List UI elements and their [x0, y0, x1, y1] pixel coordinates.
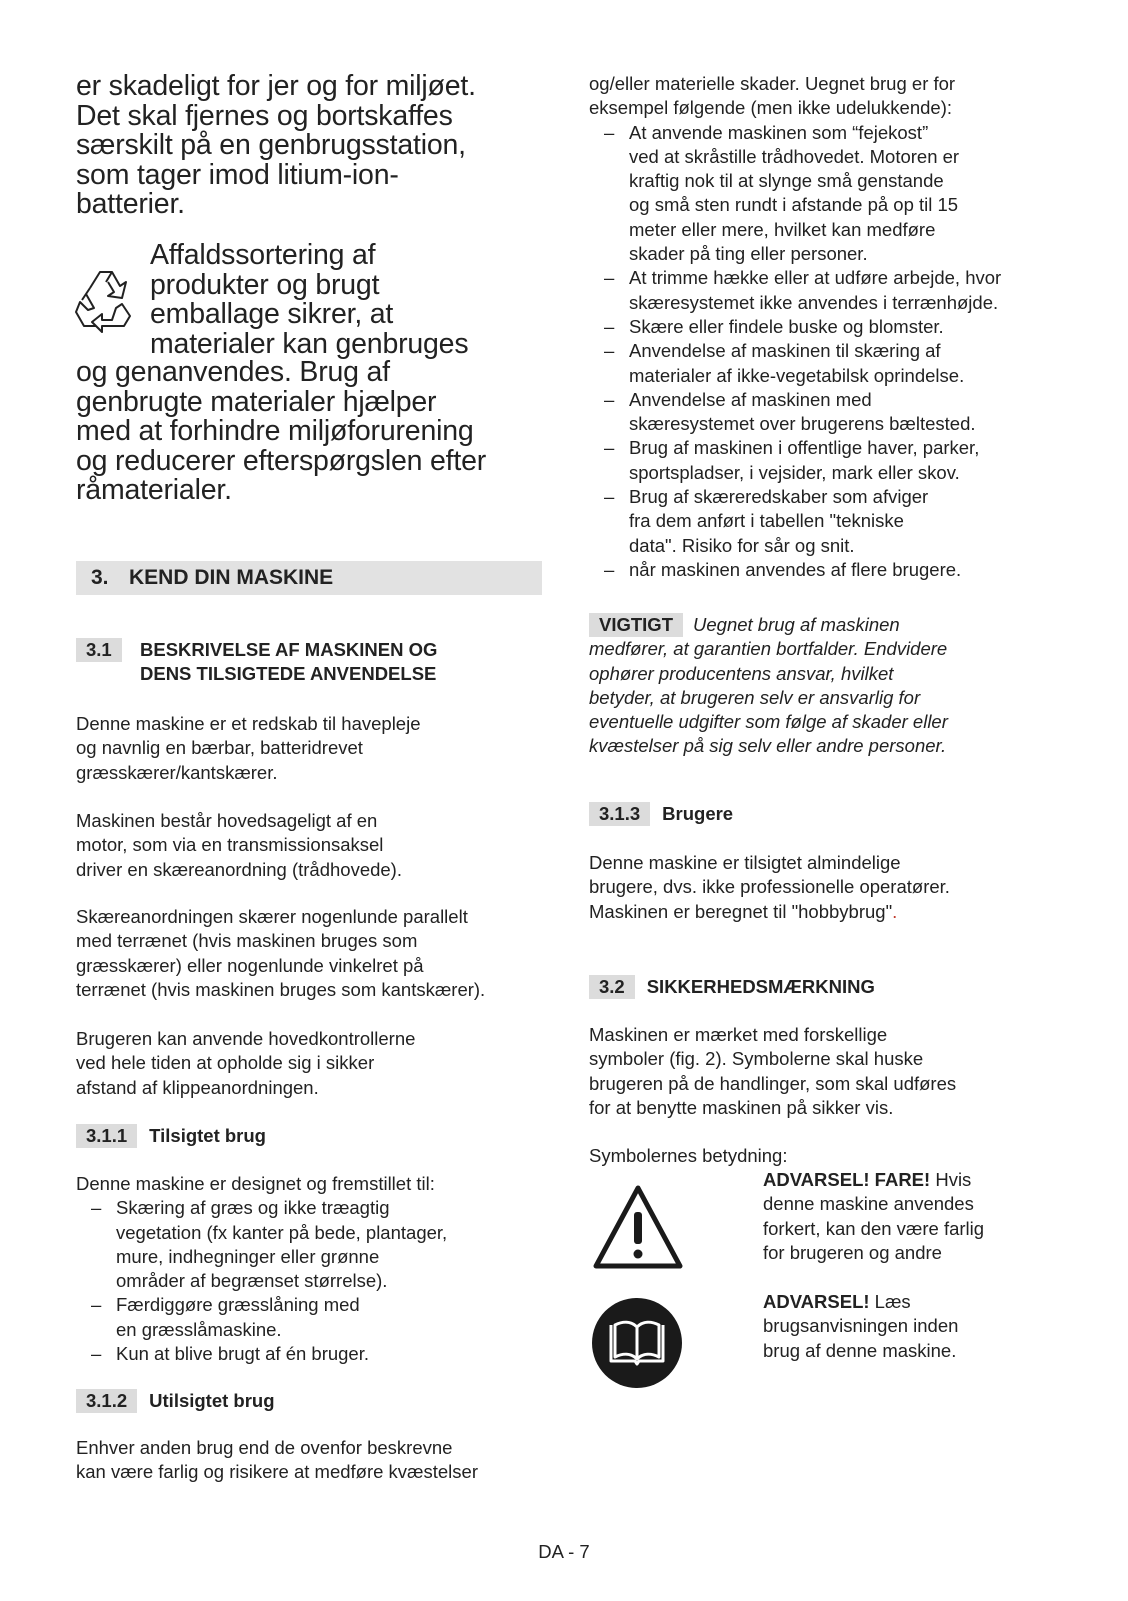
text-line: – Brug af maskinen i offentlige haver, parker,	[629, 437, 980, 459]
section-number: 3.1.2	[76, 1389, 137, 1413]
text-line: eventuelle udgifter som følge af skader eller	[589, 711, 948, 733]
intended-use-list	[76, 1196, 546, 1366]
text-line: – At trimme hække eller at udføre arbejde, hvor	[629, 267, 1002, 289]
text-line: motor, som via en transmissionsaksel	[76, 834, 384, 856]
text-line: en græsslåmaskine.	[116, 1318, 282, 1340]
text-fragment: Hvis	[930, 1169, 972, 1190]
paragraph	[76, 905, 546, 1002]
text-line: råmaterialer.	[76, 474, 232, 506]
section-heading-3-1-1	[76, 1124, 266, 1148]
text-line: – Skæring af græs og ikke træagtig	[116, 1197, 390, 1219]
section-title: Brugere	[662, 803, 734, 824]
text-line: skæresystemet over brugerens bæltested.	[629, 413, 976, 435]
symbols-heading	[589, 1144, 1059, 1168]
text-line: kvæstelser på sig selv eller andre personer.	[589, 735, 947, 757]
text-line: batterier.	[76, 188, 185, 220]
vigtigt-note	[589, 613, 1059, 759]
section-title: Utilsigtet brug	[149, 1390, 275, 1411]
section-heading-3-1-2	[76, 1389, 275, 1413]
text-line: kraftig nok til at slynge små genstande	[629, 170, 944, 192]
text-line: terrænet (hvis maskinen bruges som kantskærer).	[76, 978, 486, 1000]
text-line: materialer kan genbruges	[150, 327, 469, 360]
text-line: Denne maskine er tilsigtet almindelige	[589, 852, 901, 873]
section-number: 3.1.3	[589, 802, 650, 826]
text-line: Brugeren kan anvende hovedkontrollerne	[76, 1028, 416, 1049]
text-line: meter eller mere, hvilket kan medføre	[629, 218, 936, 240]
text-line	[763, 1290, 1059, 1314]
text-line: og/eller materielle skader. Uegnet brug er for	[589, 73, 956, 94]
text-line: Enhver anden brug end de ovenfor beskrevne	[76, 1437, 453, 1458]
paragraph	[76, 1027, 546, 1100]
text-line: – Kun at blive brugt af én bruger.	[116, 1343, 370, 1365]
text-line: skader på ting eller personer.	[629, 243, 868, 265]
section-title-line: BESKRIVELSE AF MASKINEN OG	[140, 639, 438, 660]
text-fragment: Uegnet brug af maskinen	[693, 614, 900, 635]
text-line: data". Risiko for sår og snit.	[629, 534, 855, 556]
symbol-description	[763, 1290, 1059, 1363]
text-line: medfører, at garantien bortfalder. Endvidere	[589, 638, 948, 660]
text-line: – Anvendelse af maskinen med	[629, 388, 872, 410]
list-item	[589, 558, 1059, 582]
text-fragment: Læs	[869, 1291, 911, 1312]
text-line: er skadeligt for jer og for miljøet.	[76, 70, 476, 102]
text-line: forkert, kan den være farlig	[763, 1217, 985, 1239]
text-line: emballage sikrer, at	[150, 298, 394, 330]
section-number: 3.	[91, 566, 109, 589]
warning-label: ADVARSEL! FARE!	[763, 1169, 931, 1190]
text-line: Det skal fjernes og bortskaffes	[76, 99, 453, 132]
text-line: – At anvende maskinen som “fejekost”	[629, 121, 929, 143]
text-line: ophører producentens ansvar, hvilket	[589, 662, 894, 684]
intended-use-block	[76, 1172, 546, 1366]
text-line: brugeren på de handlinger, som skal udføres	[589, 1072, 957, 1094]
text-line: afstand af klippeanordningen.	[76, 1076, 319, 1098]
text-line: fra dem anført i tabellen "tekniske	[629, 510, 904, 532]
text-fragment: .	[892, 900, 898, 922]
section-heading-3-1	[76, 638, 546, 686]
text-line: og små sten rundt i afstande på op til 15	[629, 194, 959, 216]
text-line: skæresystemet ikke anvendes i terrænhøjde.	[629, 291, 999, 313]
list-item	[589, 436, 1059, 485]
text-line: vegetation (fx kanter på bede, plantager,	[116, 1221, 448, 1243]
text-line: Maskinen er mærket med forskellige	[589, 1024, 888, 1045]
text-line: med at forhindre miljøforurening	[76, 415, 474, 447]
section-title: KEND DIN MASKINE	[129, 566, 334, 589]
list-item	[76, 1293, 546, 1342]
text-line: Skæreanordningen skærer nogenlunde parallelt	[76, 906, 468, 927]
text-line	[589, 900, 1059, 924]
list-item	[589, 388, 1059, 437]
paragraph	[589, 851, 1059, 924]
text-line: genbrugte materialer hjælper	[76, 385, 437, 418]
text-line: sportspladser, i vejsider, mark eller skov.	[629, 461, 960, 483]
section-title-line: DENS TILSIGTEDE ANVENDELSE	[140, 663, 437, 684]
text-line: kan være farlig og risikere at medføre kvæstelser	[76, 1461, 478, 1483]
list-item	[589, 485, 1059, 558]
text-line: græsskærer) eller nogenlunde vinkelret på	[76, 954, 424, 976]
text-line: Affaldssortering af	[150, 239, 376, 271]
text-line: – Brug af skæreredskaber som afviger	[629, 486, 929, 508]
text-line: brugsanvisningen inden	[763, 1315, 959, 1337]
list-item	[589, 266, 1059, 315]
paragraph	[76, 1436, 551, 1485]
read-manual-icon	[591, 1297, 683, 1389]
text-line: Maskinen består hovedsageligt af en	[76, 810, 378, 831]
text-line: materialer af ikke-vegetabilsk oprindelse.	[629, 364, 965, 386]
section-title: Tilsigtet brug	[149, 1125, 266, 1146]
list-item	[589, 315, 1059, 339]
text-line: Symbolernes betydning:	[589, 1145, 788, 1166]
list-item	[76, 1342, 546, 1366]
text-line: symboler (fig. 2). Symbolerne skal huske	[589, 1048, 924, 1070]
symbol-row-manual	[589, 1290, 1059, 1395]
unintended-use-list	[589, 121, 1059, 583]
recycle-text-indented	[150, 241, 550, 359]
text-line: brugere, dvs. ikke professionelle operatører.	[589, 876, 950, 898]
text-line: som tager imod litium-ion-	[76, 158, 399, 191]
section-number: 3.1	[76, 638, 122, 662]
text-line: særskilt på en genbrugsstation,	[76, 129, 466, 161]
text-line	[763, 1168, 1059, 1192]
section-number: 3.2	[589, 975, 635, 999]
symbol-row-warning	[589, 1168, 1059, 1273]
paragraph	[76, 712, 546, 785]
text-line: betyder, at brugeren selv er ansvarlig for	[589, 686, 921, 708]
text-fragment: Maskinen er beregnet til "hobbybrug"	[589, 900, 893, 922]
text-line: eksempel følgende (men ikke udelukkende):	[589, 97, 952, 119]
text-line: for brugeren og andre	[763, 1241, 942, 1263]
text-line: og reducerer efterspørgslen efter	[76, 444, 487, 477]
text-line	[589, 613, 1059, 637]
text-line: områder af begrænset størrelse).	[116, 1270, 388, 1292]
text-line: og navnlig en bærbar, batteridrevet	[76, 737, 363, 759]
vigtigt-label: VIGTIGT	[589, 613, 683, 637]
text-line: – Anvendelse af maskinen til skæring af	[629, 340, 941, 362]
list-item	[589, 121, 1059, 267]
text-line: ved at skråstille trådhovedet. Motoren er	[629, 145, 960, 167]
list-item	[589, 339, 1059, 388]
battery-disposal-text	[76, 72, 546, 220]
warning-label: ADVARSEL!	[763, 1291, 870, 1312]
recycle-text-full	[76, 358, 546, 506]
list-item	[76, 1196, 546, 1293]
text-line: Denne maskine er et redskab til havepleje	[76, 713, 421, 734]
section-heading-3-2	[589, 975, 875, 999]
section-title: SIKKERHEDSMÆRKNING	[646, 976, 875, 997]
section-number: 3.1.1	[76, 1124, 137, 1148]
paragraph	[76, 809, 546, 882]
text-line: Denne maskine er designet og fremstillet til:	[76, 1173, 435, 1194]
text-line: brug af denne maskine.	[763, 1339, 957, 1361]
text-line: – når maskinen anvendes af flere brugere.	[629, 558, 962, 580]
symbol-description	[763, 1168, 1059, 1265]
recycle-icon	[72, 260, 142, 340]
page-number: DA - 7	[538, 1541, 590, 1562]
text-line: produkter og brugt	[150, 268, 380, 301]
text-line: – Skære eller findele buske og blomster.	[629, 315, 944, 337]
text-line: med terrænet (hvis maskinen bruges som	[76, 930, 418, 952]
text-line: for at benytte maskinen på sikker vis.	[589, 1096, 894, 1118]
text-line: mure, indhegninger eller grønne	[116, 1245, 380, 1267]
text-line: denne maskine anvendes	[763, 1193, 974, 1215]
paragraph	[589, 1023, 1059, 1120]
text-line: driver en skæreanordning (trådhovede).	[76, 858, 402, 880]
section-heading-3	[76, 561, 542, 595]
text-line: – Færdiggøre græsslåning med	[116, 1294, 360, 1316]
text-line: ved hele tiden at opholde sig i sikker	[76, 1052, 375, 1074]
section-heading-3-1-3	[589, 802, 733, 826]
text-line: og genanvendes. Brug af	[76, 356, 390, 388]
warning-triangle-icon	[592, 1182, 684, 1272]
text-line: græsskærer/kantskærer.	[76, 761, 278, 783]
unintended-use-block	[589, 72, 1059, 582]
